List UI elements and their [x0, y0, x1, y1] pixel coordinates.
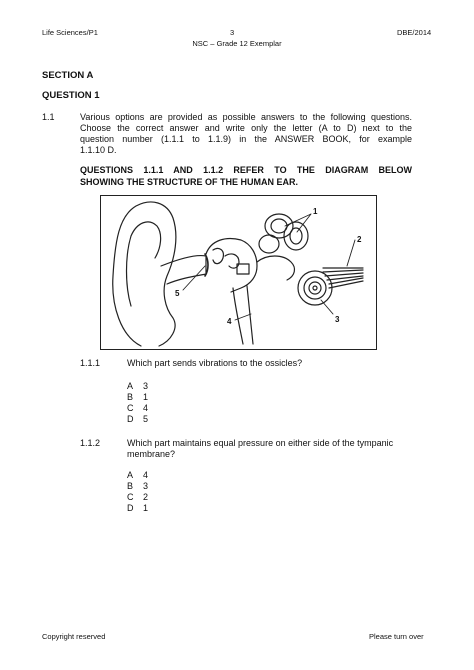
- instruction-line: question number (1.1.1 to 1.1.9) in the ANSWER BOOK, for example: [80, 134, 412, 144]
- question-number: 1.1: [42, 112, 55, 122]
- question-number: 1.1.2: [80, 438, 101, 448]
- section-title: SECTION A: [42, 70, 94, 81]
- ear-diagram-drawing: [101, 196, 376, 349]
- diagram-label: 3: [335, 315, 340, 324]
- page-number: 3: [230, 28, 235, 37]
- semicircular-canal: [265, 214, 293, 238]
- option-letter: A: [127, 381, 134, 391]
- eustachian-tube: [233, 288, 243, 344]
- header-right: DBE/2014: [397, 28, 432, 37]
- question-number: 1.1.1: [80, 358, 101, 368]
- instructions: [80, 112, 412, 156]
- option-value: 1: [143, 392, 149, 402]
- diagram-label: 4: [227, 317, 232, 326]
- diagram-heading-line: SHOWING THE STRUCTURE OF THE HUMAN EAR.: [80, 177, 298, 187]
- header-subtitle: NSC – Grade 12 Exemplar: [192, 39, 282, 48]
- question-text: [127, 438, 427, 460]
- diagram-label: 1: [313, 207, 318, 216]
- diagram-heading: [80, 164, 412, 188]
- instruction-line: 1.1.10 D.: [80, 145, 117, 155]
- option-value: 5: [143, 414, 149, 424]
- question-text-line: Which part maintains equal pressure on either side of the tympanic: [127, 438, 394, 448]
- ear-diagram: [100, 195, 377, 350]
- diagram-heading-line: QUESTIONS 1.1.1 AND 1.1.2 REFER TO THE DIAGRAM BELOW: [80, 165, 412, 175]
- ossicle-malleus: [213, 248, 223, 263]
- question-text: Which part sends vibrations to the ossicles?: [127, 358, 303, 368]
- option-value: 3: [143, 381, 149, 391]
- option-letter: A: [127, 470, 134, 480]
- option-value: 2: [143, 492, 149, 502]
- diagram-label: 5: [175, 289, 180, 298]
- option-value: 4: [143, 470, 149, 480]
- option-letter: B: [127, 392, 134, 402]
- instruction-line: Various options are provided as possible answers to the following questions.: [80, 112, 412, 122]
- footer-turn-over: Please turn over: [369, 632, 424, 641]
- option-letter: D: [127, 503, 134, 513]
- vestibule: [257, 256, 294, 280]
- instruction-line: Choose the correct answer and write only the letter (A to D) next to the: [80, 123, 412, 133]
- option-value: 1: [143, 503, 149, 513]
- diagram-label: 2: [357, 235, 362, 244]
- option-letter: D: [127, 414, 134, 424]
- question-text-line: membrane?: [127, 449, 176, 459]
- pinna-inner: [127, 222, 161, 306]
- option-letter: B: [127, 481, 134, 491]
- option-value: 4: [143, 403, 149, 413]
- option-letter: C: [127, 492, 134, 502]
- option-letter: C: [127, 403, 134, 413]
- pinna: [113, 202, 176, 346]
- ear-canal: [161, 255, 206, 284]
- option-value: 3: [143, 481, 149, 491]
- question-title: QUESTION 1: [42, 90, 100, 101]
- header-left: Life Sciences/P1: [42, 28, 98, 37]
- footer-copyright: Copyright reserved: [42, 632, 106, 641]
